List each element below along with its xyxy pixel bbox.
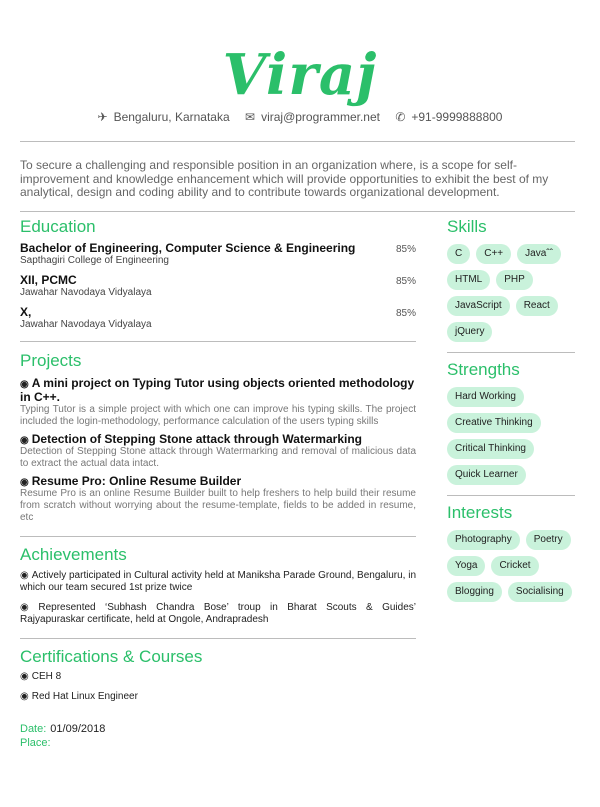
interest-tag: Blogging <box>447 582 502 602</box>
achievement-item <box>20 570 416 594</box>
interests-title: Interests <box>447 503 513 522</box>
project-title-text: Detection of Stepping Stone attack through Watermarking <box>31 432 362 446</box>
place-line <box>20 736 105 750</box>
education-entry <box>20 241 416 255</box>
skills-tags <box>447 244 575 342</box>
project-title <box>20 474 416 488</box>
location-item <box>95 110 233 124</box>
certification-item <box>20 671 416 683</box>
signature-footer <box>20 722 105 750</box>
edu-degree: X, <box>20 305 32 319</box>
strength-tag: Critical Thinking <box>447 439 534 459</box>
phone-item <box>392 110 505 124</box>
email-text: viraj@programmer.net <box>261 110 380 124</box>
skill-tag: jQuery <box>447 322 492 342</box>
edu-score: 85% <box>395 276 416 287</box>
interest-tag: Poetry <box>526 530 571 550</box>
contact-bar <box>0 110 600 124</box>
projects-section <box>20 350 416 524</box>
interest-tag: Yoga <box>447 556 485 576</box>
candidate-name: Viraj <box>222 42 378 108</box>
skill-tag: C <box>447 244 470 264</box>
edu-institution: Jawahar Navodaya Vidyalaya <box>20 319 152 330</box>
interests-section <box>447 502 575 602</box>
skills-section <box>447 216 575 342</box>
objective-divider <box>20 211 575 212</box>
certification-text: Red Hat Linux Engineer <box>31 691 138 702</box>
project-title-text: Resume Pro: Online Resume Builder <box>31 474 242 488</box>
date-line <box>20 722 105 736</box>
strength-tag: Quick Learner <box>447 465 526 485</box>
edu-institution: Sapthagiri College of Engineering <box>20 255 169 266</box>
skills-title: Skills <box>447 217 487 236</box>
skill-tag: React <box>516 296 558 316</box>
header-divider <box>20 141 575 142</box>
interest-tag: Socialising <box>508 582 572 602</box>
education-divider <box>20 341 416 342</box>
skill-tag: Javaˆˆ <box>517 244 561 264</box>
skill-tag: HTML <box>447 270 490 290</box>
projects-divider <box>20 536 416 537</box>
edu-degree: XII, PCMC <box>20 273 77 287</box>
achievements-title: Achievements <box>20 545 127 564</box>
achievement-item <box>20 602 416 626</box>
edu-score: 85% <box>395 308 416 319</box>
project-title <box>20 376 416 404</box>
certifications-title: Certifications & Courses <box>20 647 203 666</box>
strength-tag: Hard Working <box>447 387 524 407</box>
bullet-icon: ◉ <box>20 570 29 581</box>
certification-text: CEH 8 <box>31 671 62 682</box>
project-title <box>20 432 416 446</box>
project-title-text: A mini project on Typing Tutor using objects oriented methodology in C++. <box>20 376 415 404</box>
bullet-icon: ◉ <box>20 477 29 488</box>
phone-text: +91-9999888800 <box>411 110 503 124</box>
envelope-icon: ✉ <box>245 110 256 124</box>
objective-text: To secure a challenging and responsible position in an organization where, is a scope for self-improvement and knowledge enhancement which will provide opportunities to exhibit the best of my analytical, design and coding ability and to contribute towards organizational development. <box>20 158 549 199</box>
project-description: Resume Pro is an online Resume Builder built to help freshers to help build their resume from scratch without worrying about the resume-template, fields to be added in resume, etc <box>20 488 416 523</box>
strength-tag: Creative Thinking <box>447 413 541 433</box>
bullet-icon: ◉ <box>20 691 29 702</box>
achievements-section <box>20 544 416 626</box>
certifications-section <box>20 646 416 703</box>
education-section <box>20 216 416 330</box>
skill-tag: JavaScript <box>447 296 510 316</box>
email-item <box>242 110 383 124</box>
edu-institution: Jawahar Navodaya Vidyalaya <box>20 287 152 298</box>
strengths-divider <box>447 495 575 496</box>
place-label: Place: <box>20 737 51 749</box>
achievements-divider <box>20 638 416 639</box>
skill-tag: C++ <box>476 244 511 264</box>
interest-tag: Photography <box>447 530 520 550</box>
date-value: 01/09/2018 <box>50 723 106 735</box>
strengths-tags <box>447 387 575 485</box>
right-column <box>447 216 575 602</box>
skill-tag: PHP <box>496 270 533 290</box>
strengths-section <box>447 359 575 485</box>
achievement-text: Represented ‘Subhash Chandra Bose’ troup in Bharat Scouts & Guides’ Rajyapuraskar certificate, held at Ongole, Andrapradesh <box>20 602 416 625</box>
interest-tag: Cricket <box>491 556 538 576</box>
bullet-icon: ◉ <box>20 379 29 390</box>
certification-item <box>20 691 416 703</box>
project-description: Typing Tutor is a simple project with which one can improve his typing skills. The project included the login-methodology, performance calculation of the users typing skills <box>20 404 416 427</box>
date-label: Date: <box>20 723 47 735</box>
left-column <box>20 216 416 711</box>
edu-degree: Bachelor of Engineering, Computer Science & Engineering <box>20 241 356 255</box>
strengths-title: Strengths <box>447 360 520 379</box>
bullet-icon: ◉ <box>20 671 29 682</box>
bullet-icon: ◉ <box>20 435 29 446</box>
plane-icon: ✈ <box>97 110 108 124</box>
achievement-text: Actively participated in Cultural activity held at Maniksha Parade Ground, Bengaluru, in which our team secured 1st prize twice <box>20 570 416 593</box>
education-entry <box>20 273 416 287</box>
skills-divider <box>447 352 575 353</box>
projects-title: Projects <box>20 351 82 370</box>
education-entry <box>20 305 416 319</box>
bullet-icon: ◉ <box>20 602 36 613</box>
edu-score: 85% <box>395 244 416 255</box>
phone-icon: ✆ <box>395 110 406 124</box>
education-title: Education <box>20 217 96 236</box>
location-text: Bengaluru, Karnataka <box>113 110 230 124</box>
interests-tags <box>447 530 575 602</box>
project-description: Detection of Stepping Stone attack through Watermarking and removal of malicious data to extract the actual data intact. <box>20 446 416 469</box>
